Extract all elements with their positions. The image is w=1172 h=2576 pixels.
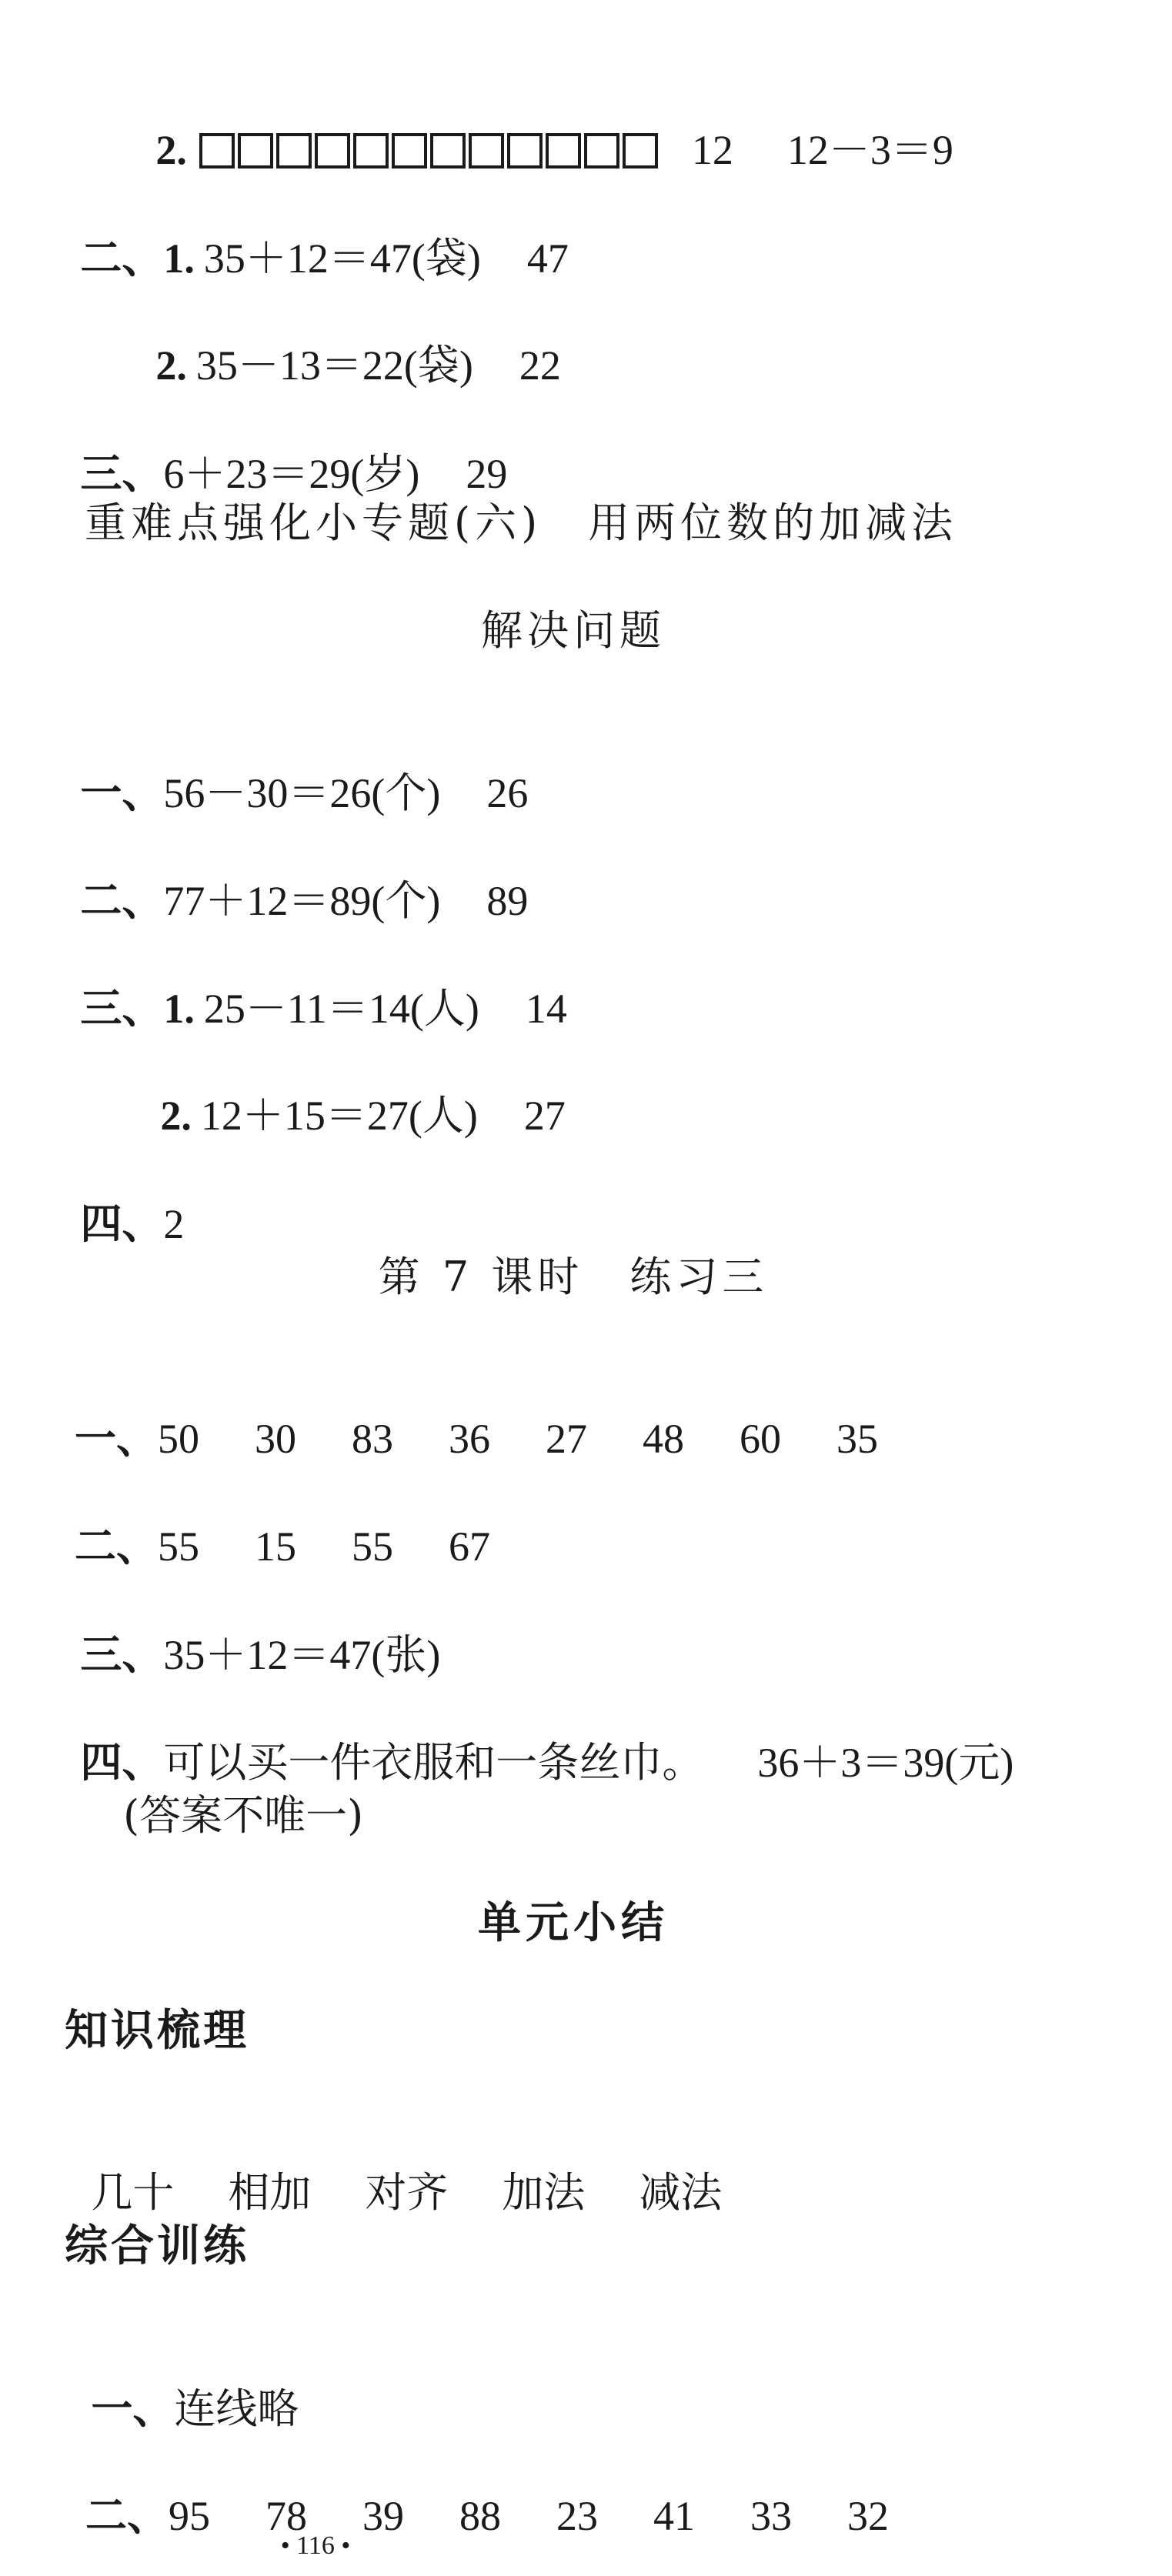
section-title-part: 用两位数的加减法 [588, 499, 958, 547]
section-prefix: 二、 [75, 1523, 158, 1570]
value: 对齐 [365, 2168, 449, 2217]
answer-equation: 77＋12＝89(个) [163, 878, 441, 924]
value: 几十 [91, 2168, 175, 2217]
answer-value: 26 [486, 770, 529, 816]
answer-line-3 [54, 392, 508, 498]
answer-box [276, 133, 312, 169]
answer-text: 连线略 [174, 2384, 299, 2433]
value: 30 [255, 1416, 296, 1462]
answer-line-3-1 [54, 927, 567, 1033]
answer-equation: 35＋12＝47(袋) [203, 235, 481, 282]
value: 33 [750, 2493, 792, 2539]
answer-line-knowledge [65, 2112, 723, 2217]
page-number: • 116 • [280, 2531, 351, 2560]
section-prefix: 二、 [80, 233, 164, 282]
value: 减法 [639, 2168, 723, 2217]
answer-box [623, 133, 658, 169]
section-prefix: 一、 [75, 1416, 158, 1462]
value: 78 [265, 2493, 307, 2539]
value: 95 [169, 2493, 210, 2539]
section-prefix: 四、 [80, 1199, 164, 1248]
section-title-part: 重难点强化小专题(六) [85, 499, 543, 547]
value: 23 [556, 2493, 598, 2539]
answer-value: 22 [519, 342, 561, 389]
answer-line-3-2 [134, 1035, 566, 1139]
answer-value: 27 [523, 1093, 566, 1139]
value: 88 [459, 2493, 501, 2539]
subheading-knowledge: 知识梳理 [65, 2006, 249, 2056]
answer-line-2-2 [129, 285, 561, 389]
section-prefix: 四、 [80, 1737, 164, 1787]
answer-value: 2 [163, 1201, 185, 1247]
section-prefix: 一、 [91, 2384, 175, 2433]
value: 83 [352, 1416, 393, 1462]
value: 相加 [228, 2168, 312, 2217]
section-title-unit-summary: 单元小结 [478, 1898, 669, 1948]
answer-equation: 25－11＝14(人) [203, 986, 479, 1032]
answer-line-3-equation [54, 1573, 441, 1679]
answer-boxes [199, 128, 661, 182]
section-title-part: 第 7 课时 [378, 1253, 584, 1301]
answer-line-2-final-values [65, 2435, 889, 2539]
answer-line-4 [54, 1143, 185, 1248]
answer-line-4-text [54, 1681, 1014, 1787]
answer-box [392, 133, 427, 169]
answer-equation: 12－3＝9 [786, 127, 953, 173]
section-prefix: 三、 [80, 983, 164, 1033]
value: 48 [643, 1416, 684, 1462]
answer-equation: 12＋15＝27(人) [200, 1093, 478, 1139]
answer-equation: 36＋3＝39(元) [757, 1740, 1014, 1786]
answer-line-2-1 [54, 177, 569, 282]
value: 36 [449, 1416, 490, 1462]
section-prefix: 三、 [80, 449, 164, 498]
answer-equation: 6＋23＝29(岁) [163, 451, 420, 497]
answer-line-1-text [65, 2327, 299, 2433]
value: 32 [847, 2493, 889, 2539]
answer-text: 可以买一件衣服和一条丝巾。 [163, 1738, 704, 1787]
answer-box [584, 133, 619, 169]
answer-line-1 [54, 712, 529, 817]
value: 41 [653, 2493, 695, 2539]
subheading-training: 综合训练 [65, 2221, 249, 2271]
answer-box [199, 133, 235, 169]
answer-value: 14 [525, 986, 567, 1032]
answer-box [238, 133, 273, 169]
answer-value: 89 [486, 878, 529, 924]
answer-box [353, 133, 389, 169]
value: 39 [362, 2493, 404, 2539]
answer-line-2 [54, 819, 529, 925]
answer-value: 12 [691, 127, 733, 173]
value: 35 [836, 1416, 878, 1462]
section-prefix: 二、 [85, 2493, 169, 2539]
section-prefix: 三、 [80, 1630, 164, 1679]
answer-box [546, 133, 581, 169]
value: 50 [158, 1416, 199, 1462]
answer-equation: 56－30＝26(个) [163, 770, 441, 816]
value: 15 [255, 1523, 296, 1570]
item-marker: 1. [163, 986, 195, 1032]
section-title-special-topic [85, 496, 1085, 550]
value: 27 [546, 1416, 587, 1462]
value: 加法 [502, 2168, 586, 2217]
answer-line-2-values [54, 1466, 490, 1570]
value: 55 [158, 1523, 199, 1570]
answer-box [507, 133, 543, 169]
item-marker: 2. [155, 342, 187, 389]
section-prefix: 一、 [80, 768, 164, 817]
section-title-continued: 解决问题 [481, 606, 666, 655]
answer-line-2-boxes [129, 69, 953, 173]
answer-equation: 35＋12＝47(张) [163, 1632, 441, 1678]
item-marker: 2. [155, 127, 187, 173]
item-marker: 1. [163, 235, 195, 282]
answer-value: 29 [466, 451, 508, 497]
section-prefix: 二、 [80, 876, 164, 925]
answer-note: (答案不唯一) [123, 1791, 364, 1840]
section-title-part: 练习三 [629, 1253, 769, 1301]
section-title-lesson-7 [0, 1250, 1147, 1304]
value: 55 [352, 1523, 393, 1570]
answer-equation: 35－13＝22(袋) [195, 342, 473, 389]
answer-line-1-values [54, 1358, 878, 1462]
value: 67 [449, 1523, 490, 1570]
answer-box [315, 133, 350, 169]
answer-box [469, 133, 504, 169]
value: 60 [740, 1416, 781, 1462]
answer-value: 47 [526, 235, 569, 282]
item-marker: 2. [160, 1093, 192, 1139]
answer-box [430, 133, 466, 169]
